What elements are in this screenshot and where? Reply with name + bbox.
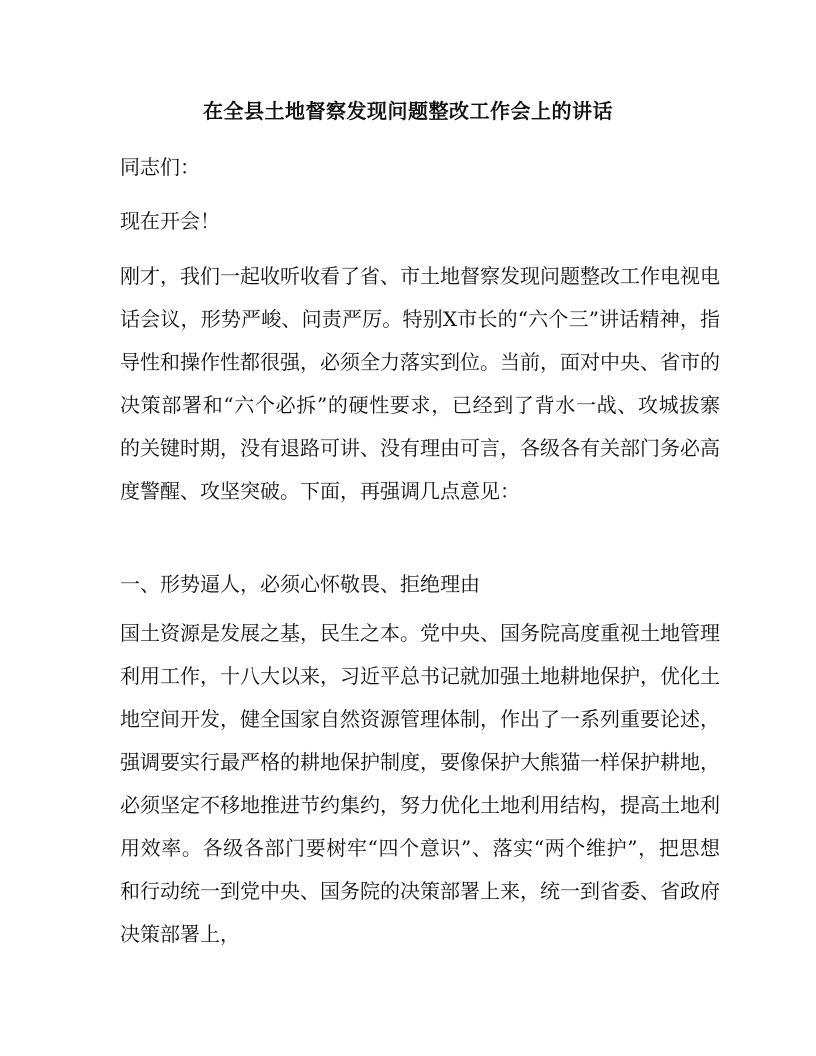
paragraph-intro: 刚才，我们一起收听收看了省、市土地督察发现问题整改工作电视电话会议，形势严峻、问责严厉。特别X市长的“六个三”讲话精神，指导性和操作性都很强，必须全力落实到位。当前，面对中央、省市的决策部署和“六个必拆”的硬性要求，已经到了背水一战、攻城拔寨的关键时期，没有退路可讲、没有理由可言，各级各有关部门务必高度警醒、攻坚突破。下面，再强调几点意见： <box>120 264 720 503</box>
document-title: 在全县土地督察发现问题整改工作会上的讲话 <box>203 99 613 123</box>
paragraph-body: 国土资源是发展之基，民生之本。党中央、国务院高度重视土地管理利用工作，十八大以来，习近平总书记就加强土地耕地保护，优化土地空间开发，健全国家自然资源管理体制，作出了一系列重要论述，强调要实行最严格的耕地保护制度，要像保护大熊猫一样保护耕地，必须坚定不移地推进节约集约，努力优化土地利用结构，提高土地利用效率。各级各部门要树牢“四个意识”、落实“两个维护”，把思想和行动统一到党中央、国务院的决策部署上来，统一到省委、省政府决策部署上， <box>120 621 720 946</box>
opening-line: 现在开会！ <box>120 209 220 233</box>
section-heading: 一、形势逼人，必须心怀敬畏、拒绝理由 <box>120 572 480 596</box>
salutation: 同志们： <box>120 155 200 179</box>
